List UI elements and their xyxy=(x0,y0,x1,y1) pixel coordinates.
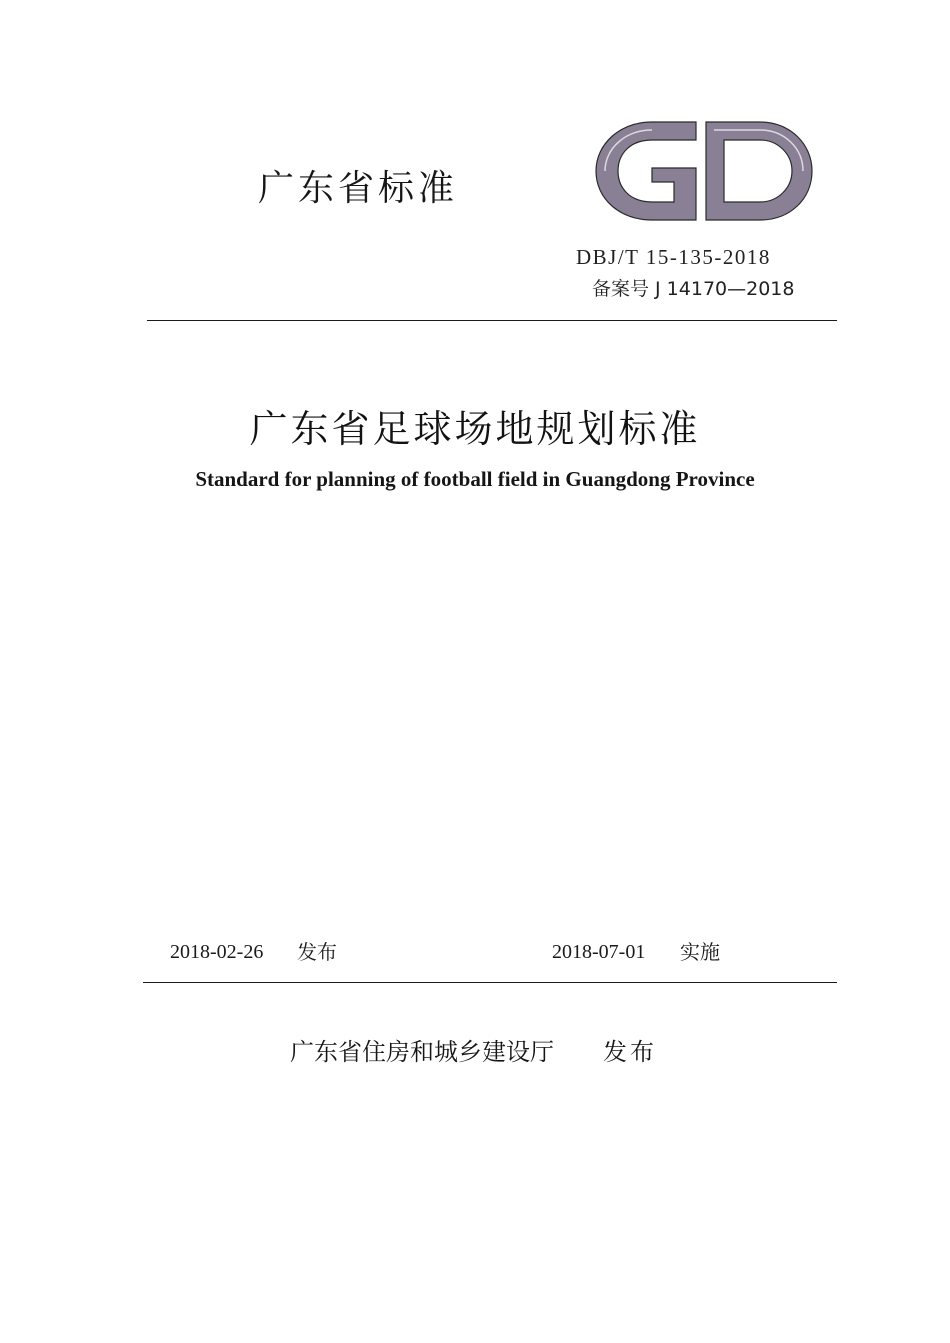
document-title-cn: 广东省足球场地规划标准 xyxy=(249,407,701,451)
logo-g-shape xyxy=(596,122,696,220)
publisher-action: 发布 xyxy=(603,1038,657,1066)
header-title: 广东省标准 xyxy=(258,168,459,209)
logo-d-shape xyxy=(706,122,812,220)
publisher-name: 广东省住房和城乡建设厅 xyxy=(290,1038,554,1066)
implement-date: 2018-07-01 xyxy=(552,941,646,963)
top-divider xyxy=(147,320,837,321)
record-number: 备案号 J 14170—2018 xyxy=(592,278,795,300)
bottom-divider xyxy=(143,982,837,983)
issue-date: 2018-02-26 xyxy=(170,941,264,963)
document-title-en: Standard for planning of football field in Guangdong Province xyxy=(195,467,755,491)
gd-logo xyxy=(590,116,816,226)
standard-number: DBJ/T 15-135-2018 xyxy=(576,245,771,269)
issue-label: 发布 xyxy=(297,940,337,964)
implement-label: 实施 xyxy=(680,940,720,964)
